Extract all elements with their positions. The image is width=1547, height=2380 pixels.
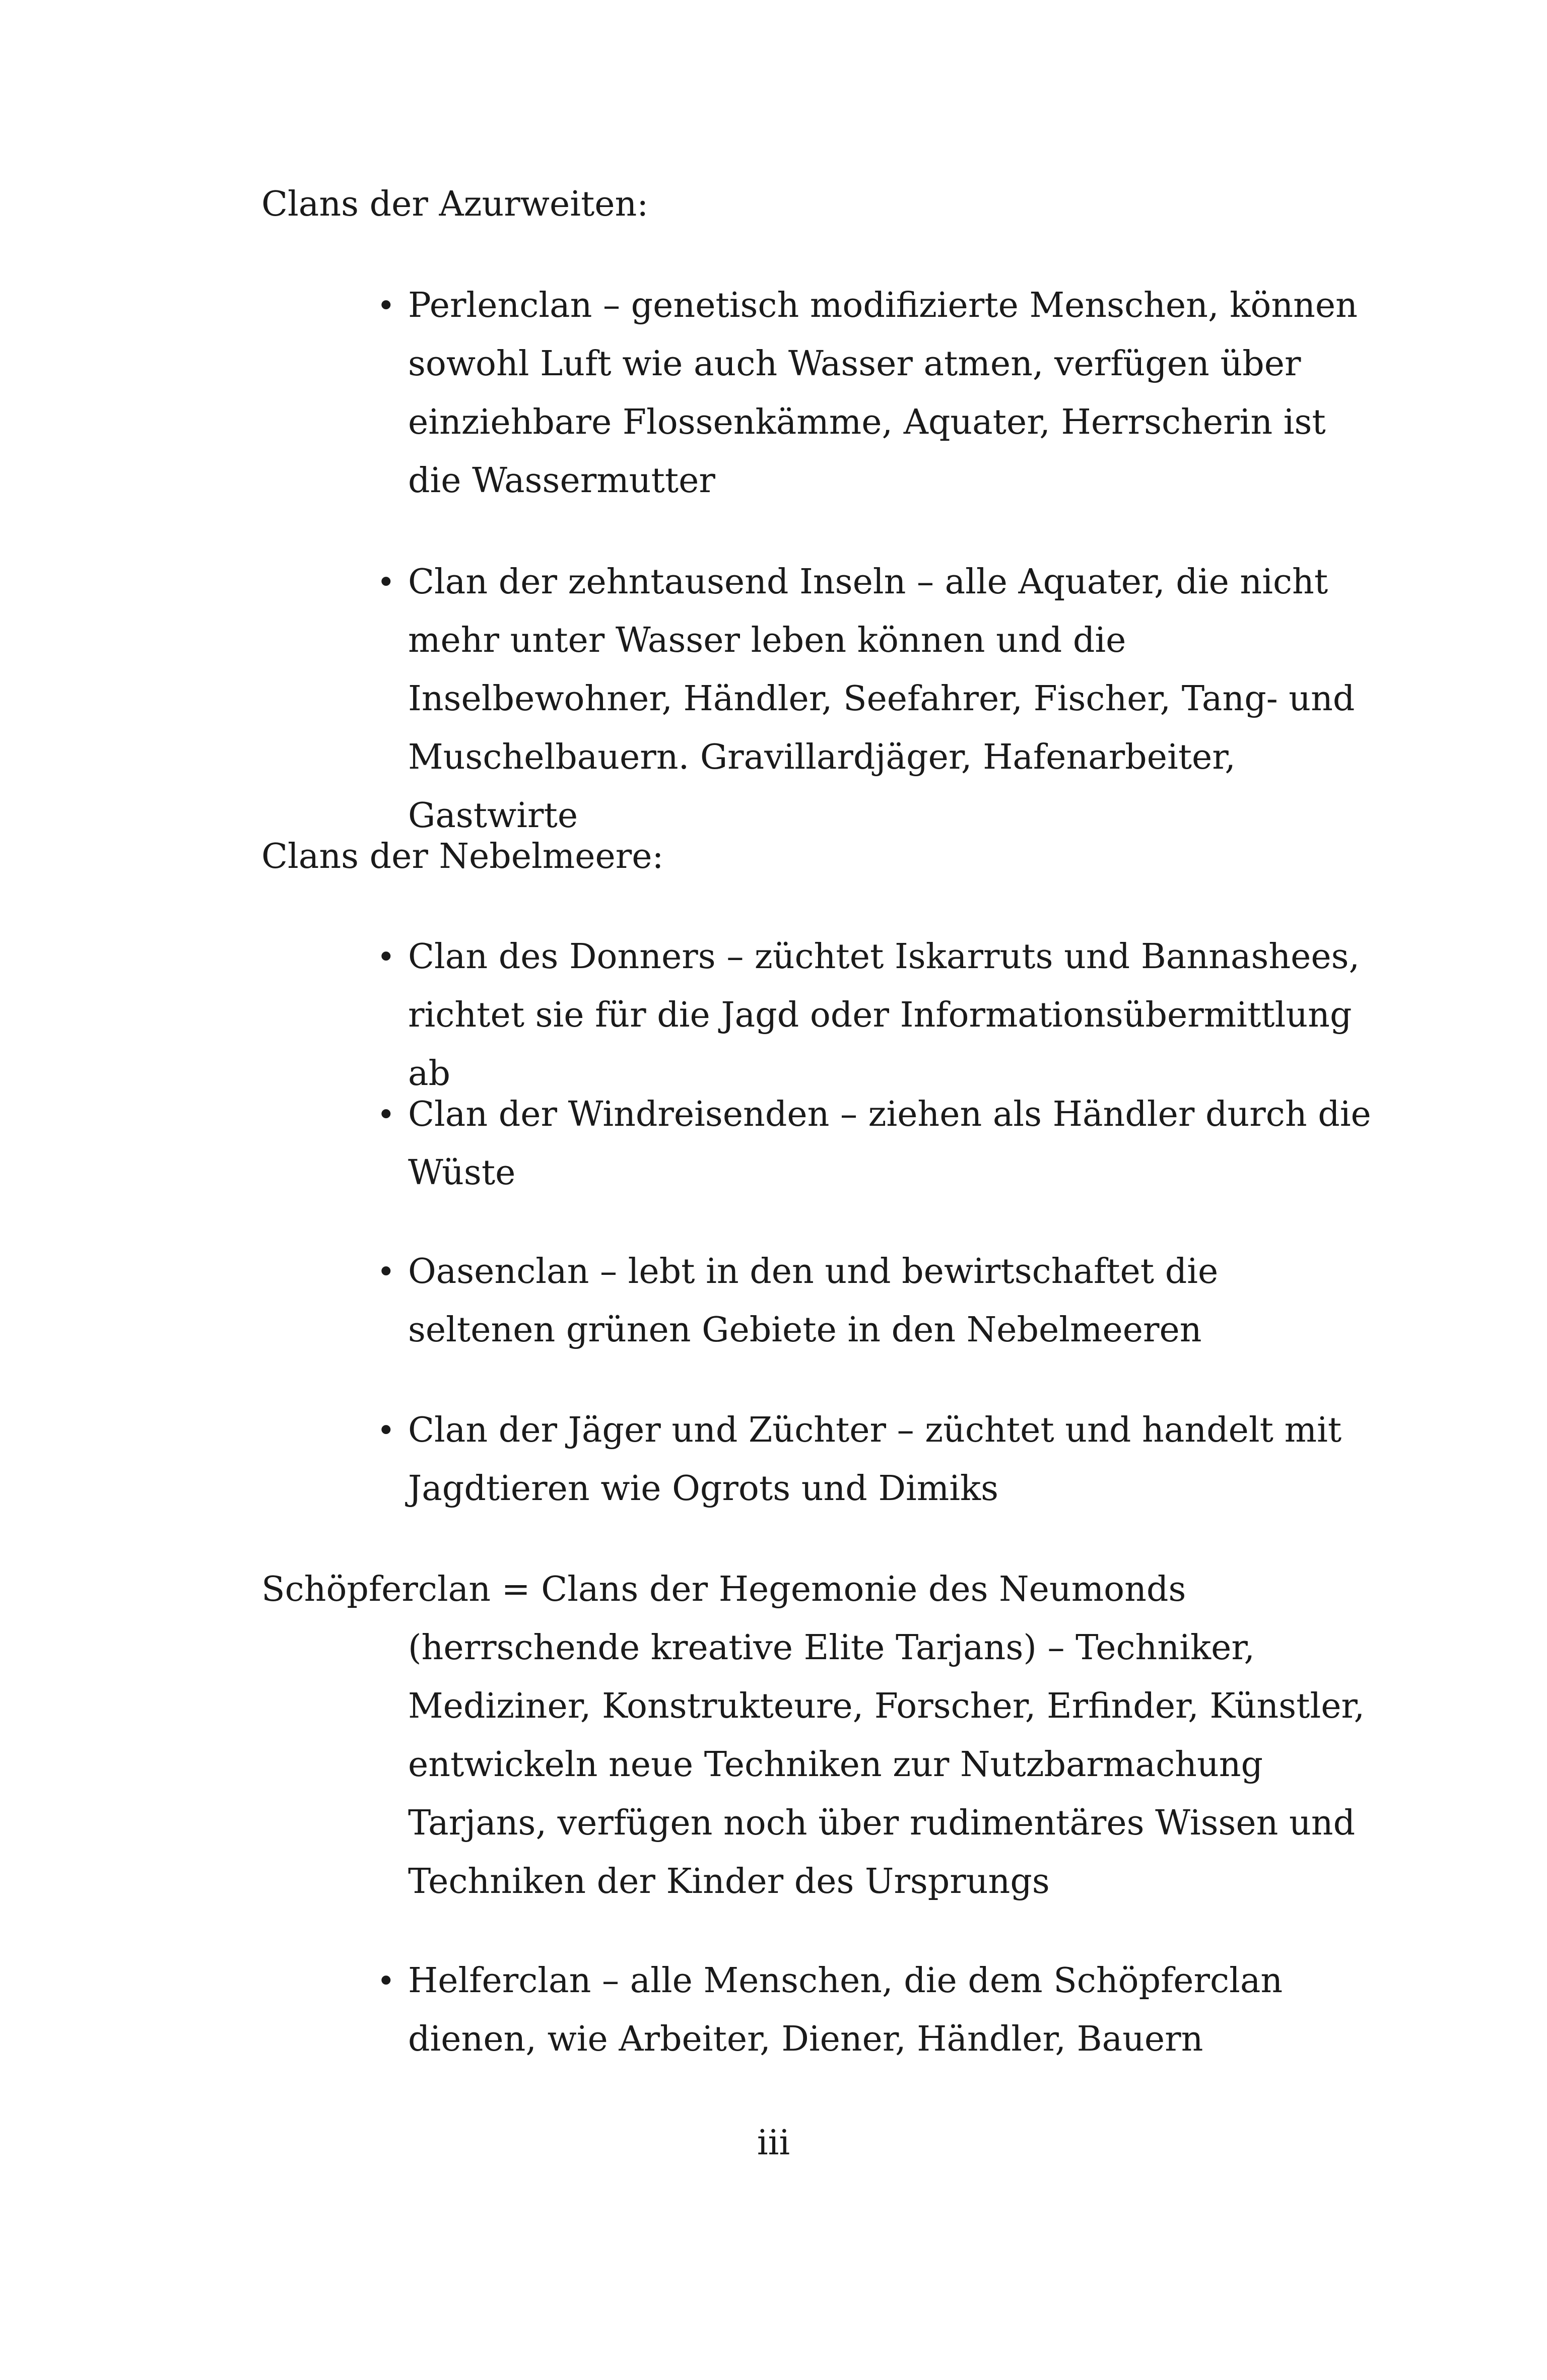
section-heading-azurweiten: Clans der Azurweiten: (261, 184, 649, 224)
section-heading-nebelmeere: Clans der Nebelmeere: (261, 837, 664, 876)
list-item-text: Helferclan – alle Menschen, die dem Schöpferclan dienen, wie Arbeiter, Diener, Händler, Bauern (408, 1961, 1283, 2059)
bullet-icon: • (377, 1412, 395, 1449)
list-item-text: Clan der Jäger und Züchter – züchtet und handelt mit Jagdtieren wie Ogrots und Dimiks (408, 1410, 1342, 1509)
bullet-icon: • (377, 1096, 395, 1133)
list-item-oasenclan (377, 1243, 1375, 1359)
list-item-perlenclan (377, 277, 1375, 510)
list-item-helferclan (377, 1952, 1375, 2069)
list-item-text: Clan der zehntausend Inseln – alle Aquater, die nicht mehr unter Wasser leben können und die Inselbewohner, Händler, Seefahrer, Fischer, Tang- und Muschelbauern. Gravillardjäger, Hafenarbeiter, Gastwirte (408, 562, 1355, 836)
list-item-clan-der-jaeger-und-zuechter (377, 1401, 1375, 1518)
bullet-icon: • (377, 938, 395, 975)
list-item-text: Clan des Donners – züchtet Iskarruts und Bannashees, richtet sie für die Jagd oder Informationsübermittlung ab (408, 937, 1360, 1094)
list-item-text: Perlenclan – genetisch modifizierte Menschen, können sowohl Luft wie auch Wasser atmen, verfügen über einziehbare Flossenkämme, Aquater, Herrscherin ist die Wassermutter (408, 286, 1358, 501)
bullet-icon: • (377, 1962, 395, 1999)
bullet-icon: • (377, 1253, 395, 1290)
list-item-clan-des-donners (377, 928, 1375, 1103)
list-item-text: Clan der Windreisenden – ziehen als Händler durch die Wüste (408, 1095, 1371, 1193)
bullet-icon: • (377, 564, 395, 600)
list-item-text: Oasenclan – lebt in den und bewirtschaftet die seltenen grünen Gebiete in den Nebelmeeren (408, 1252, 1219, 1350)
page-number: iii (757, 2123, 790, 2163)
list-item-clan-der-windreisenden (377, 1085, 1375, 1202)
schoepferclan-paragraph: Schöpferclan = Clans der Hegemonie des Neumonds (herrschende kreative Elite Tarjans) – Techniker, Mediziner, Konstrukteure, Forscher, Erfinder, Künstler, entwickeln neue Techniken zur Nutzbarmachung Tarjans, verfügen noch über rudimentäres Wissen und Techniken der Kinder des Ursprungs (261, 1570, 1365, 1901)
bullet-icon: • (377, 287, 395, 324)
list-item-clan-zehntausend-inseln (377, 553, 1375, 845)
